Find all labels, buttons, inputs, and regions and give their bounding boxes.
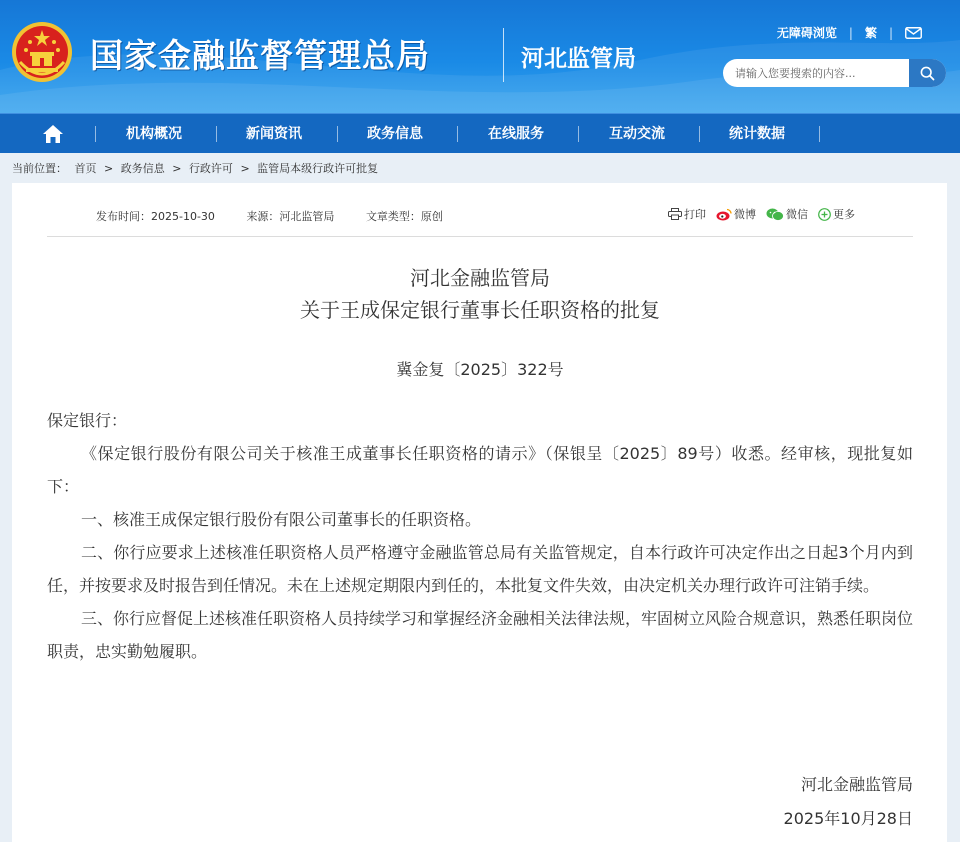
signature-date: 2025年10月28日 [783,809,913,828]
document-body [47,404,913,668]
meta-divider [47,236,913,237]
nav-separator [337,126,338,142]
weibo-share-button[interactable] [716,206,756,222]
body-paragraph-3: 二、你行应要求上述核准任职资格人员严格遵守金融监管总局有关监管规定，自本行政许可决定作出之日起3个月内到任，并按要求及时报告到任情况。未在上述规定期限内到任的，本批复文件失效，由决定机关办理行政许可注销手续。 [47,543,913,595]
nav-item-interaction[interactable]: 互动交流 [609,126,665,142]
document-number: 冀金复〔2025〕322号 [396,360,564,379]
breadcrumb-item-approvals[interactable]: 监管局本级行政许可批复 [257,162,379,175]
breadcrumb [12,160,382,176]
body-paragraph-2: 一、核准王成保定银行股份有限公司董事长的任职资格。 [81,510,482,529]
top-link-separator: | [888,25,893,40]
mail-icon[interactable] [905,27,922,39]
breadcrumb-separator: > [104,162,114,175]
signature-organization: 河北金融监管局 [800,775,913,794]
search-icon [920,66,935,81]
sub-site-title[interactable]: 河北监管局 [521,46,636,72]
print-label: 打印 [684,208,706,221]
top-links [777,24,922,41]
printer-icon [668,208,682,220]
search-button[interactable] [909,59,946,87]
document-title-line2: 关于王成保定银行董事长任职资格的批复 [300,298,660,322]
accessibility-link[interactable]: 无障碍浏览 [776,26,837,40]
nav-separator [699,126,700,142]
wechat-share-button[interactable] [766,206,808,222]
salutation: 保定银行： [47,411,128,430]
breadcrumb-item-home[interactable]: 首页 [74,162,97,175]
nav-item-about[interactable]: 机构概况 [126,126,182,142]
nav-item-online-service[interactable]: 在线服务 [488,126,544,142]
title-divider [503,28,504,82]
search-box [723,59,946,87]
article-meta [96,208,471,224]
more-share-button[interactable] [818,206,855,222]
wechat-label: 微信 [786,208,808,221]
nav-separator [819,126,820,142]
national-emblem-icon[interactable] [10,20,74,84]
plus-circle-icon [818,208,831,221]
body-paragraph-4: 三、你行应督促上述核准任职资格人员持续学习和掌握经济金融相关法律法规，牢固树立风险合规意识，熟悉任职岗位职责，忠实勤勉履职。 [47,609,914,661]
site-header [0,0,960,113]
nav-item-government-info[interactable]: 政务信息 [367,126,423,142]
article-source: 来源：河北监管局 [246,210,335,223]
breadcrumb-separator: > [240,162,250,175]
nav-separator [578,126,579,142]
document-title-line1: 河北金融监管局 [410,266,550,290]
top-link-separator: | [848,25,853,40]
breadcrumb-separator: > [172,162,182,175]
more-label: 更多 [833,208,855,221]
nav-separator [95,126,96,142]
nav-separator [457,126,458,142]
traditional-chinese-link[interactable]: 繁 [864,26,877,40]
share-bar [668,206,865,222]
site-title[interactable]: 国家金融监督管理总局 [90,36,430,75]
wechat-icon [766,208,784,221]
nav-item-news[interactable]: 新闻资讯 [246,126,302,142]
print-button[interactable] [668,206,706,222]
body-paragraph-1: 《保定银行股份有限公司关于核准王成董事长任职资格的请示》（保银呈〔2025〕89号）收悉。经审核，现批复如下： [47,444,913,496]
article-type: 文章类型：原创 [365,210,443,223]
home-icon [42,124,64,144]
breadcrumb-item-admin-license[interactable]: 行政许可 [188,162,233,175]
breadcrumb-item-government-info[interactable]: 政务信息 [120,162,165,175]
breadcrumb-prefix: 当前位置： [12,162,67,175]
weibo-label: 微博 [734,208,756,221]
search-input[interactable] [723,59,909,87]
main-nav [0,113,960,153]
nav-separator [216,126,217,142]
publish-date: 发布时间：2025-10-30 [96,210,215,223]
nav-home-button[interactable] [34,121,72,147]
nav-item-statistics[interactable]: 统计数据 [729,126,785,142]
weibo-icon [716,208,732,221]
